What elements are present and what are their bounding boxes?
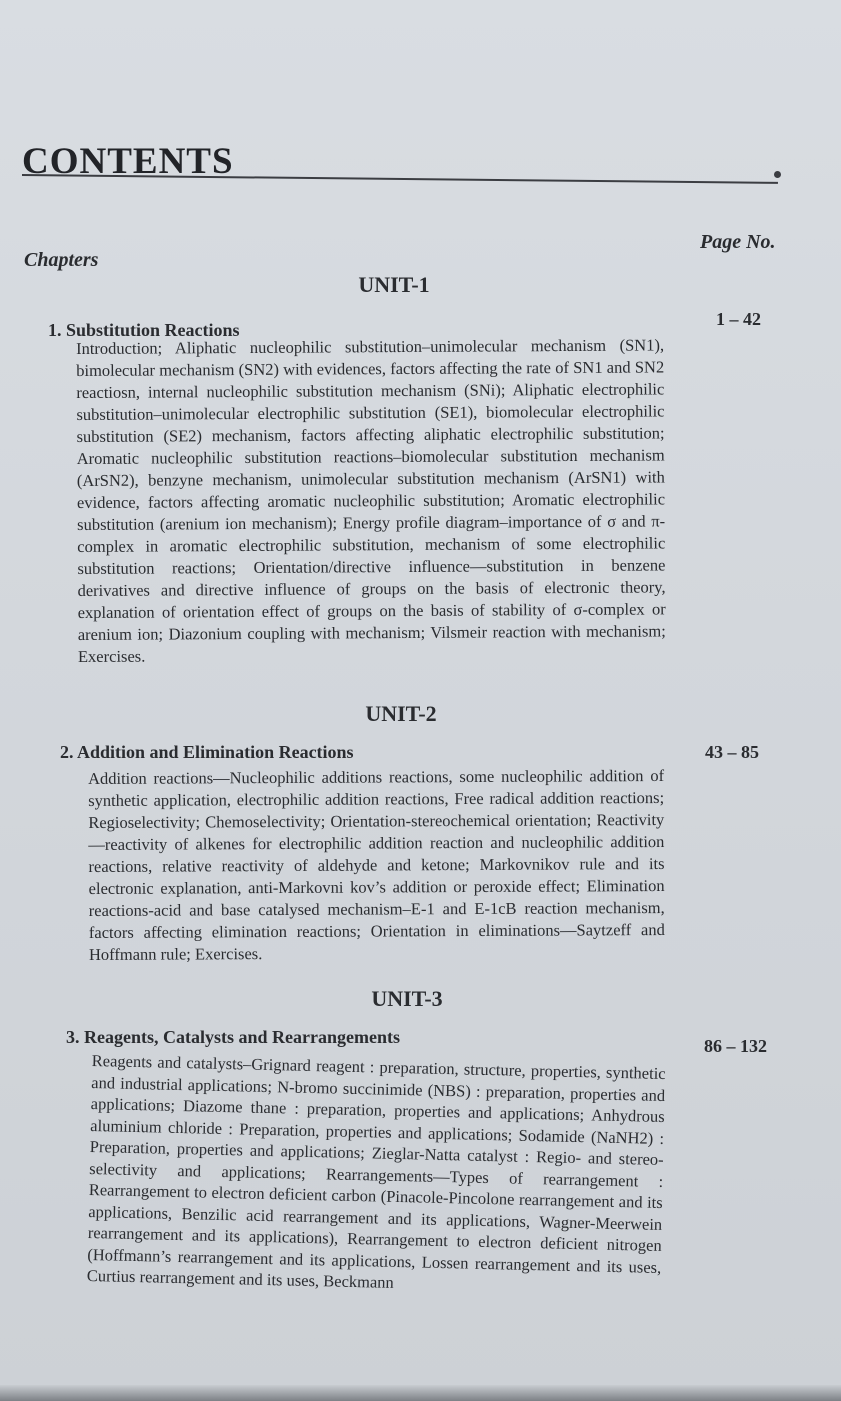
chapter-description <box>88 765 665 966</box>
chapter-description-text: Introduction; Aliphatic nucleophilic substitution–unimolecular mechanism (SN1), bimolecular mechanism (SN2) with evidences, factors affecting the rate of SN1 and SN2 reactiosn, internal nucleophilic substitution mechanism (SNi); Aliphatic electrophilic substitution–unimolecular electrophilic substitution (SE1), biomolecular electrophilic substitution (SE2) mechanism, factors affecting aliphatic electrophilic substitution; Aromatic nucleophilic substitution reactions–biomolecular substitution mechanism (ArSN2), benzyne mechanism, unimolecular substitution mechanism (ArSN1) with evidence, factors affecting aromatic nucleophilic substitution; Aromatic electrophilic substitution (arenium ion mechanism); Energy profile diagram–importance of σ and π-complex in aromatic electrophilic substitution, mechanism of some electrophilic substitution reactions; Orientation/directive influence—substitution in benzene derivatives and directive influence of groups on the basis of electronic theory, explanation of orientation effect of groups on the basis of stability of σ-complex or arenium ion; Diazonium coupling with mechanism; Vilsmeir reaction with mechanism; Exercises. <box>76 335 666 666</box>
chapter-page-range: 86 – 132 <box>704 1036 767 1056</box>
unit-heading: UNIT-1 <box>358 272 430 297</box>
unit-heading: UNIT-2 <box>365 701 437 726</box>
rule-end-dot <box>774 171 781 178</box>
chapter-description-text: Addition reactions—Nucleophilic additions reactions, some nucleophilic addition of synthetic application, electrophilic addition reactions, Free radical addition reactions; Regioselectivity; Chemoselectivity; Orientation-stereochemical orientation; Reactivity—reactivity of alkenes for electrophilic addition reaction and nucleophilic addition reactions, relative reactivity of aldehyde and ketone; Markovnikov rule and its electronic explanation, anti-Markovni kov’s addition or peroxide effect; Elimination reactions-acid and base catalysed mechanism–E-1 and E-1cB reaction mechanism, factors affecting elimination reactions; Orientation in eliminations—Saytzeff and Hoffmann rule; Exercises. <box>88 765 665 964</box>
chapter-page-range: 1 – 42 <box>716 309 761 329</box>
chapter-title: 1. Substitution Reactions <box>48 320 240 340</box>
page-title: CONTENTS <box>22 141 234 182</box>
chapters-column-label: Chapters <box>24 249 99 271</box>
chapter-title: 3. Reagents, Catalysts and Rearrangements <box>66 1027 400 1047</box>
page-number-column-label: Page No. <box>700 231 776 253</box>
page-bottom-edge <box>0 1385 841 1401</box>
unit-heading: UNIT-3 <box>371 986 443 1011</box>
chapter-title: 2. Addition and Elimination Reactions <box>60 742 354 762</box>
chapter-description <box>87 1050 666 1299</box>
chapter-description <box>76 334 666 668</box>
chapter-description-text: Reagents and catalysts–Grignard reagent : preparation, structure, properties, synthetic and industrial applications; N-bromo succinimide (NBS) : preparation, properties and applications; Diazome thane : preparation, properties and applications; Anhydrous aluminium chloride : Preparation, properties and applications; Sodamide (NaNH2) : Preparation, properties and applications; Zieglar-Natta catalyst : Regio- and stereo-selectivity and applications; Rearrangements—Types of rearrangement : Rearrangement to electron deficient carbon (Pinacole-Pincolone rearrangement and its applications, Benzilic acid rearrangement and its applications, Wagner-Meerwein rearrangement and its applications), Rearrangement to electron deficient nitrogen (Hoffmann’s rearrangement and its applications, Lossen rearrangement and its uses, Curtius rearrangement and its uses, Beckmann <box>86 1050 666 1292</box>
chapter-page-range: 43 – 85 <box>705 742 759 762</box>
